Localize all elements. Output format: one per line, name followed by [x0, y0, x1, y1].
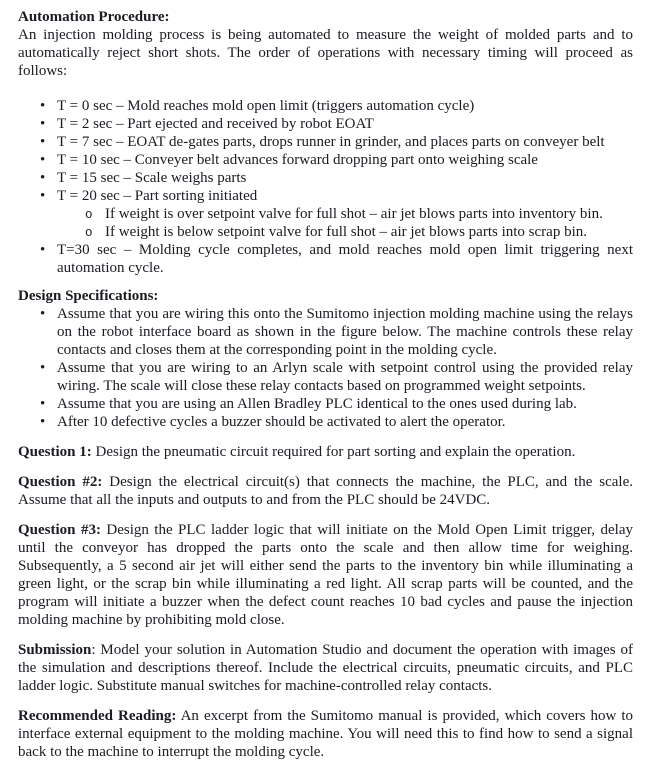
step-text: T = 20 sec – Part sorting initiated	[57, 188, 258, 204]
step-text: T = 15 sec – Scale weighs parts	[57, 170, 247, 186]
list-item-spec-0	[18, 305, 633, 359]
paragraph-submission	[18, 641, 633, 695]
submission-text: : Model your solution in Automation Studio and document the operation with images of the simulation and descriptions thereof. Include the electrical circuits, pneumatic circuits, and PLC ladder logic. Substitute manual switches for machine-controlled relay contacts.	[18, 642, 633, 694]
paragraph-question-1	[18, 443, 633, 461]
spec-text: Assume that you are using an Allen Bradley PLC identical to the ones used during lab.	[57, 396, 577, 412]
question-1-label: Question 1:	[18, 444, 92, 460]
step-text: T = 7 sec – EOAT de-gates parts, drops runner in grinder, and places parts on conveyer belt	[57, 134, 605, 150]
list-item-step-3	[18, 151, 633, 169]
question-2-text: Design the electrical circuit(s) that connects the machine, the PLC, and the scale. Assume that all the inputs and outputs to and from the PLC should be 24VDC.	[18, 474, 633, 508]
spec-text: Assume that you are wiring this onto the Sumitomo injection molding machine using the relays on the robot interface board as shown in the figure below. The machine controls these relay contacts and closes them at the corresponding point in the molding cycle.	[57, 306, 633, 358]
list-item-spec-1	[18, 359, 633, 395]
list-item-step-5	[18, 187, 633, 241]
spec-text: Assume that you are wiring to an Arlyn scale with setpoint control using the provided relay wiring. The scale will close these relay contacts based on programmed weight setpoints.	[57, 360, 633, 394]
list-item-step-1	[18, 115, 633, 133]
substep-text: If weight is below setpoint valve for full shot – air jet blows parts into scrap bin.	[105, 224, 587, 240]
paragraph-question-2	[18, 473, 633, 509]
procedure-steps-list	[18, 97, 633, 277]
question-3-label: Question #3:	[18, 522, 101, 538]
step-text: T = 0 sec – Mold reaches mold open limit (triggers automation cycle)	[57, 98, 475, 114]
list-item-sub-1	[57, 223, 633, 241]
paragraph-question-3	[18, 521, 633, 629]
list-item-step-6	[18, 241, 633, 277]
step-text: T = 10 sec – Conveyer belt advances forward dropping part onto weighing scale	[57, 152, 538, 168]
recommended-reading-label: Recommended Reading:	[18, 708, 177, 724]
question-3-text: Design the PLC ladder logic that will initiate on the Mold Open Limit trigger, delay until the conveyor has dropped the parts onto the scale and then allow time for weighing. Subsequently, a 5 second air jet will either send the parts to the inventory bin while illuminating a green light, or the scrap bin while illuminating a red light. All scrap parts will be counted, and the program will initiate a buzzer when the defect count reaches 10 bad cycles and pause the injection molding machine by prohibiting mold close.	[18, 522, 633, 628]
design-specs-list	[18, 305, 633, 431]
question-2-label: Question #2:	[18, 474, 103, 490]
procedure-intro-paragraph: An injection molding process is being automated to measure the weight of molded parts and to automatically reject short shots. The order of operations with necessary timing will proceed as follows:	[18, 27, 633, 79]
step-text: T = 2 sec – Part ejected and received by robot EOAT	[57, 116, 374, 132]
section-heading-design-specifications: Design Specifications:	[18, 288, 159, 304]
spec-text: After 10 defective cycles a buzzer should be activated to alert the operator.	[57, 414, 506, 430]
question-1-text: Design the pneumatic circuit required for part sorting and explain the operation.	[91, 444, 576, 460]
list-item-sub-0	[57, 205, 633, 223]
list-item-spec-2	[18, 395, 633, 413]
section-heading-automation-procedure: Automation Procedure:	[18, 9, 170, 25]
substep-text: If weight is over setpoint valve for full shot – air jet blows parts into inventory bin.	[105, 206, 603, 222]
list-item-spec-3	[18, 413, 633, 431]
step-text: T=30 sec – Molding cycle completes, and mold reaches mold open limit triggering next automation cycle.	[57, 242, 633, 276]
sorting-sublist	[57, 205, 633, 241]
paragraph-recommended-reading	[18, 707, 633, 761]
submission-label: Submission	[18, 642, 92, 658]
recommended-reading-text: An excerpt from the Sumitomo manual is provided, which covers how to interface external equipment to the molding machine. You will need this to find how to send a signal back to the machine to interrupt the molding cycle.	[18, 708, 633, 760]
list-item-step-0	[18, 97, 633, 115]
list-item-step-2	[18, 133, 633, 151]
list-item-step-4	[18, 169, 633, 187]
